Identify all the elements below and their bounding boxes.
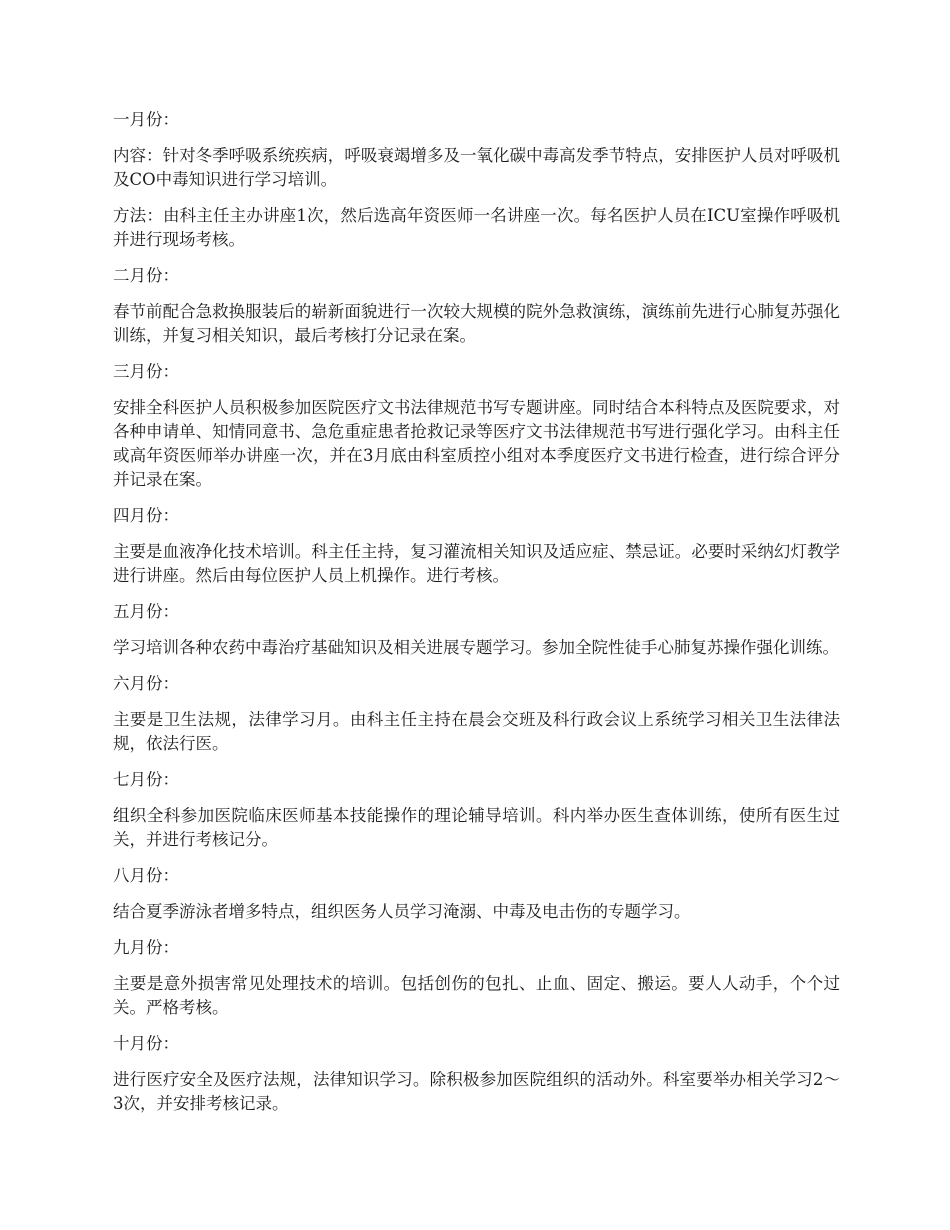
paragraph-march: 安排全科医护人员积极参加医院医疗文书法律规范书写专题讲座。同时结合本科特点及医院要求，对各种申请单、知情同意书、急危重症患者抢救记录等医疗文书法律规范书写进行强化学习。由科主任或高年资医师举办讲座一次，并在3月底由科室质控小组对本季度医疗文书进行检查，进行综合评分并记录在案。 — [113, 398, 840, 489]
month-heading-april: 四月份： — [113, 506, 179, 525]
month-heading-may: 五月份： — [113, 602, 179, 621]
paragraph-february: 春节前配合急救换服装后的崭新面貌进行一次较大规模的院外急救演练，演练前先进行心肺复苏强化训练，并复习相关知识，最后考核打分记录在案。 — [113, 302, 840, 345]
paragraph-august: 结合夏季游泳者增多特点，组织医务人员学习淹溺、中毒及电击伤的专题学习。 — [113, 902, 691, 921]
month-heading-february: 二月份： — [113, 266, 179, 285]
paragraph-july: 组织全科参加医院临床医师基本技能操作的理论辅导培训。科内举办医生查体训练，使所有医生过关，并进行考核记分。 — [113, 806, 840, 849]
month-heading-october: 十月份： — [113, 1034, 179, 1053]
paragraph-june: 主要是卫生法规，法律学习月。由科主任主持在晨会交班及科行政会议上系统学习相关卫生法律法规，依法行医。 — [113, 710, 840, 753]
month-heading-january: 一月份： — [113, 110, 179, 129]
month-heading-september: 九月份： — [113, 938, 179, 957]
paragraph-october: 进行医疗安全及医疗法规，法律知识学习。除积极参加医院组织的活动外。科室要举办相关学习2～3次，并安排考核记录。 — [113, 1070, 840, 1113]
paragraph-april: 主要是血液净化技术培训。科主任主持，复习灌流相关知识及适应症、禁忌证。必要时采纳幻灯教学进行讲座。然后由每位医护人员上机操作。进行考核。 — [113, 542, 840, 585]
month-heading-august: 八月份： — [113, 866, 179, 885]
paragraph-january-content: 内容：针对冬季呼吸系统疾病，呼吸衰竭增多及一氧化碳中毒高发季节特点，安排医护人员对呼吸机及CO中毒知识进行学习培训。 — [113, 146, 840, 189]
paragraph-january-method: 方法：由科主任主办讲座1次，然后选高年资医师一名讲座一次。每名医护人员在ICU室操作呼吸机并进行现场考核。 — [113, 206, 840, 249]
paragraph-may: 学习培训各种农药中毒治疗基础知识及相关进展专题学习。参加全院性徒手心肺复苏操作强化训练。 — [113, 638, 839, 657]
paragraph-september: 主要是意外损害常见处理技术的培训。包括创伤的包扎、止血、固定、搬运。要人人动手，个个过关。严格考核。 — [113, 974, 840, 1017]
month-heading-july: 七月份： — [113, 770, 179, 789]
month-heading-march: 三月份： — [113, 362, 179, 381]
month-heading-june: 六月份： — [113, 674, 179, 693]
document-body — [113, 108, 840, 1128]
